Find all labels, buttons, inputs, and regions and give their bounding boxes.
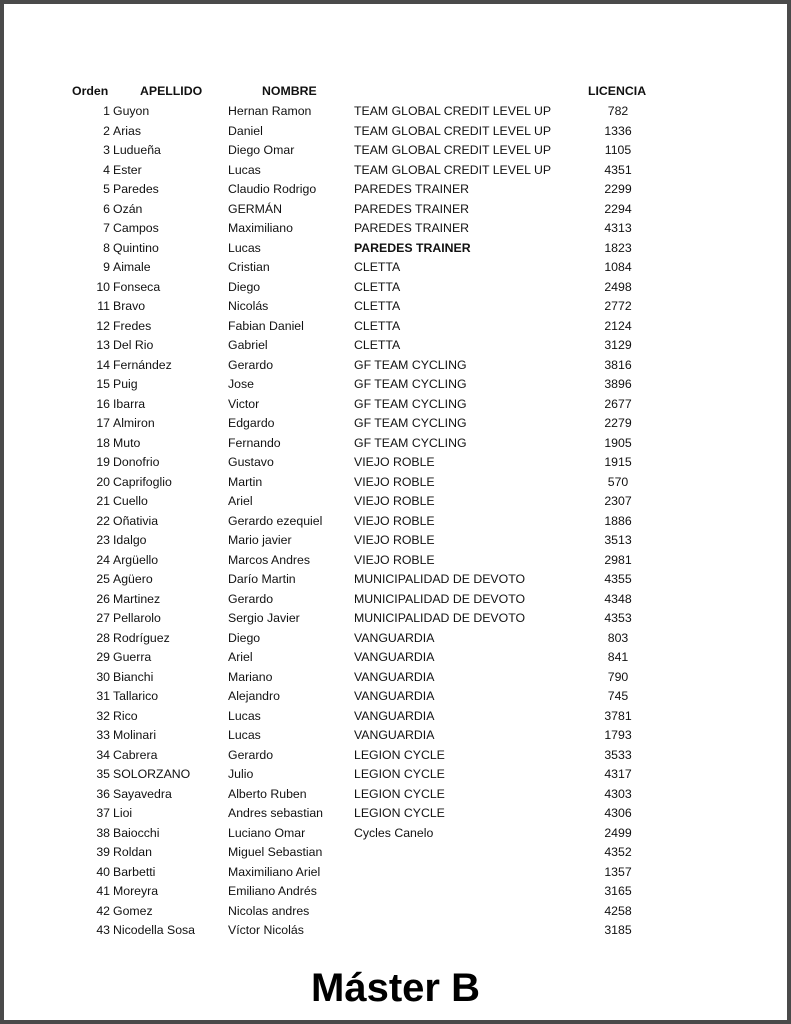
row-equipo: TEAM GLOBAL CREDIT LEVEL UP [354,162,552,177]
table-row [4,317,787,337]
row-equipo: VIEJO ROBLE [354,552,435,567]
row-equipo: PAREDES TRAINER [354,201,470,216]
table-row [4,843,787,863]
row-nombre: Daniel [228,123,263,138]
row-apellido: Guyon [113,104,150,118]
row-equipo: LEGION CYCLE [354,786,445,801]
row-licencia: 4306 [604,806,632,820]
row-equipo: TEAM GLOBAL CREDIT LEVEL UP [354,143,552,157]
row-apellido: Idalgo [113,533,147,547]
row-orden: 33 [96,728,110,742]
row-orden: 24 [96,552,110,567]
row-nombre: Mariano [228,669,273,684]
row-licencia: 1905 [604,435,632,450]
row-licencia: 570 [607,474,629,489]
table-row [4,765,787,785]
row-equipo: VANGUARDIA [354,650,435,664]
row-nombre: Lucas [228,162,261,177]
row-orden: 26 [96,591,110,606]
row-nombre: Ariel [228,650,253,664]
row-nombre: Diego [228,630,261,645]
row-nombre: Marcos Andres [228,552,311,567]
row-nombre: Miguel Sebastian [228,845,323,859]
riders-table [4,102,787,941]
row-licencia: 4313 [604,221,632,235]
row-orden: 13 [96,338,110,352]
row-apellido: Agüero [113,572,153,586]
row-apellido: Roldan [113,845,152,859]
row-nombre: Emiliano Andrés [228,884,317,898]
row-orden: 40 [96,864,110,879]
row-equipo: PAREDES TRAINER [354,221,470,235]
row-nombre: Cristian [228,260,270,274]
row-nombre: Ariel [228,494,253,508]
row-equipo: MUNICIPALIDAD DE DEVOTO [354,591,526,606]
row-licencia: 4348 [604,591,632,606]
table-row [4,629,787,649]
row-apellido: Baiocchi [113,825,160,840]
row-apellido: Aimale [113,260,151,274]
row-equipo: LEGION CYCLE [354,747,445,762]
row-orden: 6 [103,201,110,216]
row-licencia: 3129 [604,338,632,352]
row-equipo: CLETTA [354,260,401,274]
row-equipo: LEGION CYCLE [354,767,445,781]
row-equipo: PAREDES TRAINER [354,182,470,196]
row-apellido: Bianchi [113,669,154,684]
row-licencia: 1105 [604,143,632,157]
row-nombre: Andres sebastian [228,806,324,820]
table-row [4,902,787,922]
row-nombre: Victor [228,396,260,411]
row-nombre: Lucas [228,728,261,742]
row-apellido: Campos [113,221,159,235]
table-row [4,161,787,181]
row-nombre: GERMÁN [228,201,282,216]
row-apellido: Paredes [113,182,159,196]
row-apellido: Puig [113,377,138,391]
table-row [4,141,787,161]
row-orden: 34 [96,747,110,762]
table-row [4,590,787,610]
row-orden: 39 [96,845,110,859]
row-licencia: 2499 [604,825,632,840]
header-apellido: APELLIDO [140,84,203,98]
row-orden: 4 [103,162,110,177]
row-orden: 14 [96,357,110,372]
row-orden: 37 [96,806,110,820]
row-apellido: Almiron [113,416,155,430]
table-row [4,512,787,532]
table-row [4,258,787,278]
row-orden: 1 [103,104,110,118]
row-nombre: Maximiliano Ariel [228,864,321,879]
row-equipo: VIEJO ROBLE [354,533,435,547]
row-apellido: Caprifoglio [113,474,172,489]
row-equipo: CLETTA [354,279,401,294]
table-row [4,863,787,883]
table-row [4,785,787,805]
row-licencia: 3781 [604,708,632,723]
table-row [4,356,787,376]
row-licencia: 1336 [604,123,632,138]
row-orden: 29 [96,650,110,664]
row-apellido: Pellarolo [113,611,161,625]
row-licencia: 1084 [604,260,632,274]
row-licencia: 2498 [604,279,632,294]
row-nombre: Fabian Daniel [228,318,304,333]
row-apellido: Del Rio [113,338,154,352]
row-orden: 17 [96,416,110,430]
row-nombre: Maximiliano [228,221,293,235]
table-row [4,921,787,941]
table-row [4,804,787,824]
row-nombre: Gerardo ezequiel [228,513,323,528]
row-licencia: 1823 [604,240,632,255]
row-orden: 32 [96,708,110,723]
row-orden: 7 [103,221,110,235]
header-licencia: LICENCIA [588,84,647,98]
table-row [4,687,787,707]
row-orden: 10 [96,279,110,294]
row-orden: 9 [103,260,110,274]
row-orden: 38 [96,825,110,840]
row-orden: 22 [96,513,110,528]
row-nombre: Edgardo [228,416,275,430]
row-nombre: Gabriel [228,338,268,352]
row-equipo: VIEJO ROBLE [354,513,435,528]
row-orden: 18 [96,435,110,450]
row-orden: 31 [96,689,110,703]
row-apellido: Barbetti [113,864,156,879]
header-orden: Orden [72,84,109,98]
row-licencia: 1357 [604,864,632,879]
row-orden: 28 [96,630,110,645]
row-equipo: GF TEAM CYCLING [354,377,467,391]
row-nombre: Mario javier [228,533,292,547]
row-nombre: Víctor Nicolás [228,923,304,937]
row-apellido: Ester [113,162,142,177]
row-equipo: GF TEAM CYCLING [354,396,467,411]
row-equipo: VANGUARDIA [354,708,435,723]
row-licencia: 4355 [604,572,632,586]
row-nombre: Luciano Omar [228,825,306,840]
row-orden: 36 [96,786,110,801]
row-licencia: 2981 [604,552,632,567]
row-equipo: GF TEAM CYCLING [354,435,467,450]
row-equipo: CLETTA [354,318,401,333]
row-equipo: VIEJO ROBLE [354,494,435,508]
row-equipo: GF TEAM CYCLING [354,357,467,372]
row-licencia: 2307 [604,494,632,508]
row-nombre: Diego [228,279,261,294]
row-apellido: Fredes [113,318,152,333]
row-licencia: 1886 [604,513,632,528]
row-nombre: Gerardo [228,747,274,762]
row-licencia: 782 [607,104,629,118]
row-licencia: 2299 [604,182,632,196]
row-apellido: Ozán [113,201,143,216]
row-equipo: TEAM GLOBAL CREDIT LEVEL UP [354,123,552,138]
table-row [4,551,787,571]
row-equipo: PAREDES TRAINER [354,240,471,255]
row-nombre: Jose [228,377,254,391]
table-row [4,395,787,415]
row-apellido: Rico [113,708,138,723]
row-nombre: Lucas [228,240,261,255]
table-row [4,336,787,356]
row-licencia: 4258 [604,903,632,918]
row-apellido: Gomez [113,903,153,918]
table-row [4,648,787,668]
row-orden: 42 [96,903,110,918]
row-nombre: Gerardo [228,357,274,372]
row-licencia: 841 [607,650,629,664]
row-licencia: 3185 [604,923,632,937]
row-orden: 23 [96,533,110,547]
row-licencia: 2124 [604,318,632,333]
row-nombre: Martin [228,474,263,489]
row-equipo: VANGUARDIA [354,630,435,645]
row-licencia: 3896 [604,377,632,391]
row-apellido: Cabrera [113,747,158,762]
row-apellido: Molinari [113,728,157,742]
row-licencia: 4317 [604,767,632,781]
row-licencia: 2294 [604,201,632,216]
row-orden: 20 [96,474,110,489]
table-row [4,824,787,844]
row-apellido: Cuello [113,494,148,508]
row-nombre: Gerardo [228,591,274,606]
row-apellido: Oñativia [113,513,159,528]
row-licencia: 3513 [604,533,632,547]
row-orden: 41 [96,884,110,898]
row-apellido: Sayavedra [113,786,172,801]
row-orden: 8 [103,240,110,255]
row-licencia: 2677 [604,396,632,411]
table-row [4,473,787,493]
row-orden: 25 [96,572,110,586]
row-equipo: MUNICIPALIDAD DE DEVOTO [354,572,526,586]
row-orden: 16 [96,396,110,411]
row-orden: 5 [103,182,110,196]
row-orden: 2 [103,123,110,138]
table-row [4,219,787,239]
table-row [4,239,787,259]
row-apellido: Guerra [113,650,152,664]
row-licencia: 4353 [604,611,632,625]
row-apellido: SOLORZANO [113,767,191,781]
row-orden: 43 [96,923,110,937]
row-licencia: 3816 [604,357,632,372]
category-title: Máster B [311,966,480,1010]
row-orden: 21 [96,494,110,508]
row-apellido: Fernández [113,357,172,372]
table-row [4,122,787,142]
row-nombre: Nicolás [228,299,269,313]
row-licencia: 745 [607,689,629,703]
table-row [4,668,787,688]
row-licencia: 1915 [604,455,632,469]
row-apellido: Tallarico [113,689,159,703]
row-equipo: VANGUARDIA [354,669,435,684]
table-row [4,570,787,590]
table-row [4,726,787,746]
table-row [4,414,787,434]
header-nombre: NOMBRE [262,84,317,98]
row-licencia: 1793 [604,728,632,742]
row-apellido: Rodríguez [113,630,170,645]
row-nombre: Claudio Rodrigo [228,182,317,196]
table-row [4,102,787,122]
table-row [4,882,787,902]
table-row [4,200,787,220]
row-orden: 30 [96,669,110,684]
row-nombre: Sergio Javier [228,611,300,625]
document-page [4,4,787,1020]
row-nombre: Diego Omar [228,143,295,157]
row-apellido: Moreyra [113,884,159,898]
row-nombre: Alejandro [228,689,280,703]
row-equipo: VIEJO ROBLE [354,474,435,489]
table-row [4,492,787,512]
row-licencia: 2772 [604,299,632,313]
row-apellido: Quintino [113,240,159,255]
row-licencia: 4351 [604,162,632,177]
row-apellido: Fonseca [113,279,161,294]
row-nombre: Fernando [228,435,281,450]
row-apellido: Donofrio [113,455,160,469]
row-equipo: MUNICIPALIDAD DE DEVOTO [354,611,526,625]
table-row [4,531,787,551]
row-equipo: VIEJO ROBLE [354,455,435,469]
row-apellido: Lioi [113,806,133,820]
row-apellido: Bravo [113,299,146,313]
row-orden: 11 [97,299,110,313]
row-licencia: 4303 [604,786,632,801]
row-apellido: Ludueña [113,143,161,157]
row-orden: 3 [103,143,110,157]
table-row [4,180,787,200]
row-licencia: 803 [607,630,629,645]
table-row [4,707,787,727]
row-equipo: LEGION CYCLE [354,806,445,820]
table-row [4,746,787,766]
row-equipo: VANGUARDIA [354,728,435,742]
row-licencia: 3165 [604,884,632,898]
row-licencia: 790 [607,669,629,684]
row-equipo: CLETTA [354,338,401,352]
row-apellido: Argüello [113,552,159,567]
row-orden: 27 [96,611,110,625]
row-nombre: Gustavo [228,455,274,469]
row-apellido: Muto [113,435,141,450]
row-nombre: Lucas [228,708,261,723]
row-orden: 19 [96,455,110,469]
row-orden: 12 [96,318,110,333]
row-equipo: TEAM GLOBAL CREDIT LEVEL UP [354,104,552,118]
row-nombre: Alberto Ruben [228,786,307,801]
row-nombre: Darío Martin [228,572,296,586]
row-apellido: Nicodella Sosa [113,923,196,937]
row-licencia: 3533 [604,747,632,762]
row-nombre: Hernan Ramon [228,104,312,118]
table-row [4,453,787,473]
table-row [4,278,787,298]
row-apellido: Martinez [113,591,161,606]
row-equipo: GF TEAM CYCLING [354,416,467,430]
row-orden: 35 [96,767,110,781]
table-row [4,609,787,629]
row-apellido: Ibarra [113,396,146,411]
row-nombre: Nicolas andres [228,903,310,918]
row-licencia: 2279 [604,416,632,430]
row-nombre: Julio [228,767,254,781]
row-equipo: Cycles Canelo [354,825,434,840]
row-apellido: Arias [113,123,142,138]
row-licencia: 4352 [604,845,632,859]
row-equipo: VANGUARDIA [354,689,435,703]
table-row [4,297,787,317]
row-equipo: CLETTA [354,299,401,313]
row-orden: 15 [96,377,110,391]
table-row [4,434,787,454]
table-row [4,375,787,395]
